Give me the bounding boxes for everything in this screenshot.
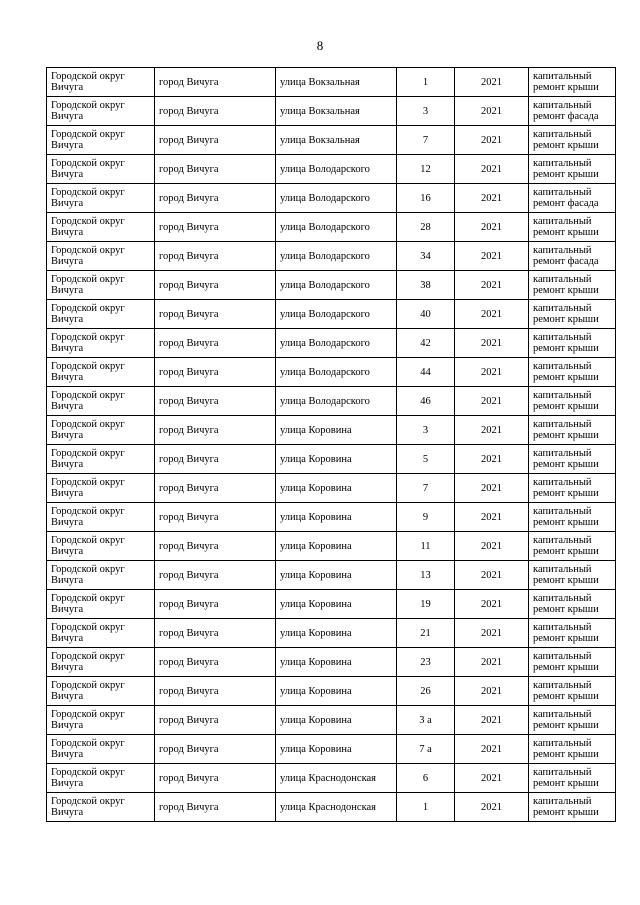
work-type-line2: ремонт крыши [533, 488, 599, 499]
work-type-line1: капитальный [533, 506, 592, 517]
city-cell: город Вичуга [155, 590, 276, 619]
district-cell [47, 97, 155, 126]
work-type-line2: ремонт крыши [533, 140, 599, 151]
year-cell: 2021 [455, 184, 529, 213]
work-type-line2: ремонт фасада [533, 111, 599, 122]
work-type-cell [529, 590, 616, 619]
district-line2: Вичуга [51, 82, 84, 93]
district-cell [47, 68, 155, 97]
house-number-cell: 3 [397, 416, 455, 445]
city-cell: город Вичуга [155, 300, 276, 329]
table-row [47, 126, 616, 155]
city-cell: город Вичуга [155, 677, 276, 706]
table-row [47, 416, 616, 445]
city-cell: город Вичуга [155, 242, 276, 271]
table-row [47, 706, 616, 735]
city-cell: город Вичуга [155, 561, 276, 590]
work-type-line2: ремонт крыши [533, 720, 599, 731]
district-line1: Городской округ [51, 448, 125, 459]
district-cell [47, 155, 155, 184]
work-type-line2: ремонт фасада [533, 256, 599, 267]
district-line1: Городской округ [51, 622, 125, 633]
street-cell: улица Володарского [276, 184, 397, 213]
street-cell: улица Коровина [276, 474, 397, 503]
district-cell [47, 416, 155, 445]
district-line2: Вичуга [51, 372, 84, 383]
street-cell: улица Коровина [276, 735, 397, 764]
page-number: 8 [316, 38, 324, 53]
table-row [47, 271, 616, 300]
district-cell [47, 619, 155, 648]
district-line1: Городской округ [51, 158, 125, 169]
city-cell: город Вичуга [155, 648, 276, 677]
house-number-cell: 40 [397, 300, 455, 329]
city-cell: город Вичуга [155, 126, 276, 155]
street-cell: улица Володарского [276, 387, 397, 416]
street-cell: улица Краснодонская [276, 793, 397, 822]
district-line1: Городской округ [51, 332, 125, 343]
district-line2: Вичуга [51, 227, 84, 238]
work-type-line2: ремонт крыши [533, 517, 599, 528]
year-cell: 2021 [455, 793, 529, 822]
year-cell: 2021 [455, 300, 529, 329]
table-row [47, 561, 616, 590]
work-type-line1: капитальный [533, 100, 592, 111]
work-type-cell [529, 416, 616, 445]
year-cell: 2021 [455, 735, 529, 764]
work-type-line1: капитальный [533, 216, 592, 227]
district-line1: Городской округ [51, 564, 125, 575]
work-type-line1: капитальный [533, 796, 592, 807]
work-type-line2: ремонт фасада [533, 198, 599, 209]
work-type-cell [529, 445, 616, 474]
house-number-cell: 28 [397, 213, 455, 242]
year-cell: 2021 [455, 213, 529, 242]
work-type-line2: ремонт крыши [533, 691, 599, 702]
district-cell [47, 387, 155, 416]
city-cell: город Вичуга [155, 213, 276, 242]
street-cell: улица Коровина [276, 416, 397, 445]
district-line1: Городской округ [51, 419, 125, 430]
table-row [47, 213, 616, 242]
year-cell: 2021 [455, 677, 529, 706]
year-cell: 2021 [455, 68, 529, 97]
work-type-cell [529, 764, 616, 793]
table-row [47, 735, 616, 764]
city-cell: город Вичуга [155, 68, 276, 97]
district-cell [47, 677, 155, 706]
district-line1: Городской округ [51, 71, 125, 82]
city-cell: город Вичуга [155, 329, 276, 358]
table-body [47, 68, 616, 822]
city-cell: город Вичуга [155, 97, 276, 126]
work-type-line1: капитальный [533, 419, 592, 430]
work-type-line1: капитальный [533, 651, 592, 662]
year-cell: 2021 [455, 619, 529, 648]
district-line2: Вичуга [51, 343, 84, 354]
work-type-line2: ремонт крыши [533, 807, 599, 818]
district-line1: Городской округ [51, 100, 125, 111]
district-cell [47, 474, 155, 503]
work-type-line1: капитальный [533, 129, 592, 140]
house-number-cell: 44 [397, 358, 455, 387]
house-number-cell: 6 [397, 764, 455, 793]
work-type-line2: ремонт крыши [533, 575, 599, 586]
district-line2: Вичуга [51, 459, 84, 470]
work-type-cell [529, 706, 616, 735]
work-type-cell [529, 532, 616, 561]
city-cell: город Вичуга [155, 735, 276, 764]
work-type-line2: ремонт крыши [533, 372, 599, 383]
work-type-line1: капитальный [533, 71, 592, 82]
district-line2: Вичуга [51, 140, 84, 151]
city-cell: город Вичуга [155, 474, 276, 503]
district-cell [47, 300, 155, 329]
house-number-cell: 19 [397, 590, 455, 619]
district-line2: Вичуга [51, 314, 84, 325]
work-type-line2: ремонт крыши [533, 546, 599, 557]
table-row [47, 619, 616, 648]
district-cell [47, 764, 155, 793]
street-cell: улица Коровина [276, 677, 397, 706]
house-number-cell: 1 [397, 68, 455, 97]
street-cell: улица Вокзальная [276, 68, 397, 97]
district-line2: Вичуга [51, 111, 84, 122]
district-line2: Вичуга [51, 575, 84, 586]
work-type-cell [529, 503, 616, 532]
district-cell [47, 648, 155, 677]
work-type-line2: ремонт крыши [533, 778, 599, 789]
table-row [47, 445, 616, 474]
table-row [47, 300, 616, 329]
house-number-cell: 23 [397, 648, 455, 677]
district-line2: Вичуга [51, 488, 84, 499]
year-cell: 2021 [455, 416, 529, 445]
house-number-cell: 34 [397, 242, 455, 271]
district-cell [47, 590, 155, 619]
year-cell: 2021 [455, 155, 529, 184]
work-type-cell [529, 793, 616, 822]
year-cell: 2021 [455, 358, 529, 387]
district-cell [47, 793, 155, 822]
work-type-line2: ремонт крыши [533, 82, 599, 93]
city-cell: город Вичуга [155, 271, 276, 300]
year-cell: 2021 [455, 764, 529, 793]
district-cell [47, 706, 155, 735]
district-cell [47, 445, 155, 474]
district-line2: Вичуга [51, 285, 84, 296]
district-cell [47, 735, 155, 764]
year-cell: 2021 [455, 329, 529, 358]
district-cell [47, 126, 155, 155]
year-cell: 2021 [455, 503, 529, 532]
table-row [47, 387, 616, 416]
work-type-line1: капитальный [533, 535, 592, 546]
district-line2: Вичуга [51, 401, 84, 412]
work-type-cell [529, 648, 616, 677]
house-number-cell: 7 а [397, 735, 455, 764]
work-type-cell [529, 619, 616, 648]
work-type-line1: капитальный [533, 158, 592, 169]
district-line1: Городской округ [51, 506, 125, 517]
street-cell: улица Володарского [276, 213, 397, 242]
district-line1: Городской округ [51, 477, 125, 488]
work-type-line1: капитальный [533, 680, 592, 691]
work-type-cell [529, 184, 616, 213]
city-cell: город Вичуга [155, 184, 276, 213]
work-type-cell [529, 68, 616, 97]
table-row [47, 590, 616, 619]
work-type-line2: ремонт крыши [533, 749, 599, 760]
work-type-line2: ремонт крыши [533, 285, 599, 296]
district-line1: Городской округ [51, 361, 125, 372]
work-type-line2: ремонт крыши [533, 343, 599, 354]
street-cell: улица Володарского [276, 271, 397, 300]
work-type-cell [529, 126, 616, 155]
city-cell: город Вичуга [155, 387, 276, 416]
table-row [47, 358, 616, 387]
city-cell: город Вичуга [155, 706, 276, 735]
house-number-cell: 3 [397, 97, 455, 126]
house-number-cell: 46 [397, 387, 455, 416]
district-line1: Городской округ [51, 709, 125, 720]
house-number-cell: 13 [397, 561, 455, 590]
street-cell: улица Володарского [276, 358, 397, 387]
year-cell: 2021 [455, 561, 529, 590]
city-cell: город Вичуга [155, 793, 276, 822]
street-cell: улица Коровина [276, 619, 397, 648]
table-row [47, 532, 616, 561]
work-type-line1: капитальный [533, 709, 592, 720]
district-line2: Вичуга [51, 517, 84, 528]
work-type-line1: капитальный [533, 477, 592, 488]
street-cell: улица Коровина [276, 561, 397, 590]
district-line2: Вичуга [51, 169, 84, 180]
house-number-cell: 1 [397, 793, 455, 822]
year-cell: 2021 [455, 706, 529, 735]
city-cell: город Вичуга [155, 358, 276, 387]
district-line2: Вичуга [51, 807, 84, 818]
house-number-cell: 7 [397, 474, 455, 503]
city-cell: город Вичуга [155, 445, 276, 474]
work-type-cell [529, 474, 616, 503]
work-type-line1: капитальный [533, 767, 592, 778]
district-cell [47, 242, 155, 271]
street-cell: улица Коровина [276, 590, 397, 619]
work-type-line1: капитальный [533, 332, 592, 343]
district-line1: Городской округ [51, 216, 125, 227]
work-type-line1: капитальный [533, 274, 592, 285]
district-line1: Городской округ [51, 303, 125, 314]
district-cell [47, 561, 155, 590]
work-type-line2: ремонт крыши [533, 314, 599, 325]
table-row [47, 184, 616, 213]
table-row [47, 677, 616, 706]
district-line1: Городской округ [51, 593, 125, 604]
work-type-line1: капитальный [533, 187, 592, 198]
street-cell: улица Вокзальная [276, 126, 397, 155]
street-cell: улица Володарского [276, 329, 397, 358]
district-cell [47, 184, 155, 213]
district-line2: Вичуга [51, 749, 84, 760]
house-number-cell: 7 [397, 126, 455, 155]
year-cell: 2021 [455, 474, 529, 503]
street-cell: улица Коровина [276, 648, 397, 677]
district-line2: Вичуга [51, 546, 84, 557]
city-cell: город Вичуга [155, 503, 276, 532]
year-cell: 2021 [455, 126, 529, 155]
work-type-cell [529, 358, 616, 387]
house-number-cell: 5 [397, 445, 455, 474]
district-line2: Вичуга [51, 691, 84, 702]
street-cell: улица Коровина [276, 503, 397, 532]
district-cell [47, 532, 155, 561]
district-line1: Городской округ [51, 390, 125, 401]
house-number-cell: 21 [397, 619, 455, 648]
work-type-line2: ремонт крыши [533, 169, 599, 180]
work-type-line1: капитальный [533, 303, 592, 314]
street-cell: улица Коровина [276, 532, 397, 561]
work-type-line1: капитальный [533, 593, 592, 604]
district-line1: Городской округ [51, 738, 125, 749]
work-type-cell [529, 271, 616, 300]
district-line1: Городской округ [51, 535, 125, 546]
district-line2: Вичуга [51, 778, 84, 789]
city-cell: город Вичуга [155, 619, 276, 648]
work-type-line1: капитальный [533, 245, 592, 256]
house-number-cell: 9 [397, 503, 455, 532]
district-line1: Городской округ [51, 274, 125, 285]
work-type-line2: ремонт крыши [533, 604, 599, 615]
work-type-cell [529, 155, 616, 184]
table-row [47, 648, 616, 677]
district-line1: Городской округ [51, 680, 125, 691]
district-line1: Городской округ [51, 129, 125, 140]
table-row [47, 503, 616, 532]
year-cell: 2021 [455, 271, 529, 300]
work-type-cell [529, 677, 616, 706]
table-row [47, 793, 616, 822]
district-cell [47, 358, 155, 387]
district-line2: Вичуга [51, 430, 84, 441]
work-type-cell [529, 735, 616, 764]
table-row [47, 474, 616, 503]
year-cell: 2021 [455, 387, 529, 416]
work-type-line2: ремонт крыши [533, 227, 599, 238]
house-number-cell: 16 [397, 184, 455, 213]
district-cell [47, 329, 155, 358]
street-cell: улица Володарского [276, 300, 397, 329]
work-type-line2: ремонт крыши [533, 459, 599, 470]
street-cell: улица Володарского [276, 242, 397, 271]
table-row [47, 155, 616, 184]
work-type-line1: капитальный [533, 390, 592, 401]
district-line2: Вичуга [51, 198, 84, 209]
district-cell [47, 503, 155, 532]
district-line1: Городской округ [51, 796, 125, 807]
work-type-line1: капитальный [533, 448, 592, 459]
table-row [47, 764, 616, 793]
district-cell [47, 271, 155, 300]
year-cell: 2021 [455, 242, 529, 271]
house-number-cell: 26 [397, 677, 455, 706]
district-line1: Городской округ [51, 767, 125, 778]
table-row [47, 97, 616, 126]
house-number-cell: 12 [397, 155, 455, 184]
work-type-line1: капитальный [533, 622, 592, 633]
year-cell: 2021 [455, 445, 529, 474]
work-type-line2: ремонт крыши [533, 401, 599, 412]
district-line1: Городской округ [51, 651, 125, 662]
district-line1: Городской округ [51, 245, 125, 256]
work-type-cell [529, 97, 616, 126]
street-cell: улица Краснодонская [276, 764, 397, 793]
work-type-line2: ремонт крыши [533, 633, 599, 644]
table-row [47, 242, 616, 271]
street-cell: улица Коровина [276, 445, 397, 474]
street-cell: улица Коровина [276, 706, 397, 735]
district-line1: Городской округ [51, 187, 125, 198]
street-cell: улица Володарского [276, 155, 397, 184]
work-type-cell [529, 242, 616, 271]
work-type-cell [529, 329, 616, 358]
table-row [47, 68, 616, 97]
district-cell [47, 213, 155, 242]
work-type-cell [529, 387, 616, 416]
work-type-line1: капитальный [533, 738, 592, 749]
year-cell: 2021 [455, 532, 529, 561]
work-type-line1: капитальный [533, 361, 592, 372]
year-cell: 2021 [455, 590, 529, 619]
year-cell: 2021 [455, 648, 529, 677]
city-cell: город Вичуга [155, 764, 276, 793]
district-line2: Вичуга [51, 256, 84, 267]
district-line2: Вичуга [51, 604, 84, 615]
district-line2: Вичуга [51, 633, 84, 644]
house-number-cell: 11 [397, 532, 455, 561]
work-type-line2: ремонт крыши [533, 662, 599, 673]
year-cell: 2021 [455, 97, 529, 126]
work-type-cell [529, 561, 616, 590]
work-type-line1: капитальный [533, 564, 592, 575]
city-cell: город Вичуга [155, 416, 276, 445]
district-line2: Вичуга [51, 720, 84, 731]
house-number-cell: 3 а [397, 706, 455, 735]
house-number-cell: 38 [397, 271, 455, 300]
work-type-line2: ремонт крыши [533, 430, 599, 441]
city-cell: город Вичуга [155, 155, 276, 184]
work-type-cell [529, 213, 616, 242]
city-cell: город Вичуга [155, 532, 276, 561]
district-line2: Вичуга [51, 662, 84, 673]
house-number-cell: 42 [397, 329, 455, 358]
repair-schedule-table [46, 67, 616, 822]
work-type-cell [529, 300, 616, 329]
table-row [47, 329, 616, 358]
street-cell: улица Вокзальная [276, 97, 397, 126]
